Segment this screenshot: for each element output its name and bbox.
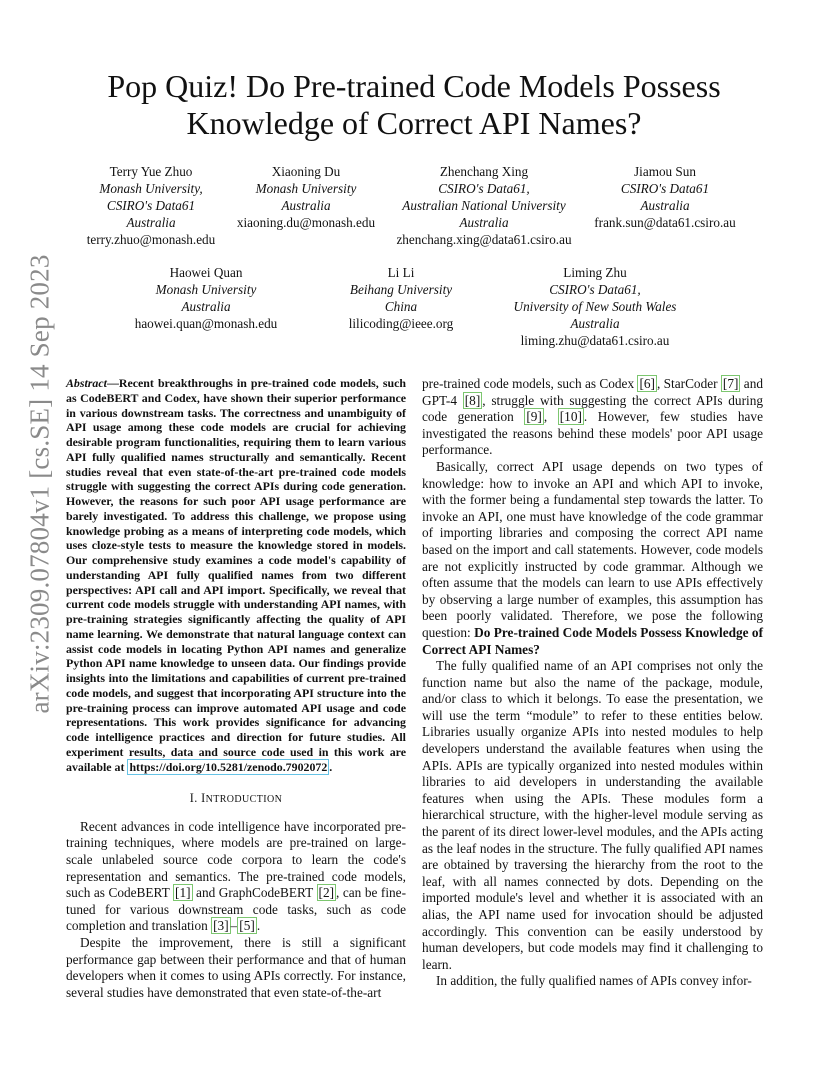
author-affiliation: University of New South Wales: [513, 299, 677, 314]
author-affiliation: Australian National University: [402, 198, 566, 213]
author-name: Li Li: [387, 265, 415, 280]
author-affiliation: Australia: [281, 198, 331, 213]
author-block: [514, 264, 677, 349]
paragraph: Basically, correct API usage depends on two types of knowledge: how to invoke an API and which API to invoke, with the former being a fundamental step towards the latter. To invoke an API, one must have knowledge of the code grammar of importing libraries and composing the correct API name based on the import and call statements. However, code models are not explicitly instructed by code grammar. Although we often assume that the models can learn to use APIs effectively by observing a large number of examples, this assumption has been poorly validated. Therefore, we pose the following question: Do Pre-trained Code Models Possess Knowledge of Correct API Names?: [422, 458, 763, 657]
author-name: Xiaoning Du: [271, 164, 341, 179]
citation-link[interactable]: [8]: [464, 392, 481, 408]
citation-link[interactable]: [5]: [239, 918, 255, 934]
author-affiliation: Australia: [640, 198, 690, 213]
paragraph: pre-trained code models, such as Codex [6] , StarCoder [7] and GPT-4 [8] , struggle with suggesting the correct APIs during code generation [9] , [10] . However, few studies have investigated the reasons behind these models' poor API usage performance.: [422, 376, 763, 458]
author-block: [237, 163, 375, 231]
right-column: [422, 376, 763, 990]
citation-link[interactable]: [10]: [559, 409, 582, 425]
paragraph: Recent advances in code intelligence have incorporated pre-training techniques, where models are pre-trained on large-scale unlabeled source code corpora to learn the code's representation and semantics. The pre-trained code models, such as CodeBERT [1] and GraphCodeBERT [2] , can be fine-tuned for various downstream code tasks, such as code completion and translation [3] – [5] .: [66, 818, 406, 934]
author-email: xiaoning.du@monash.edu: [236, 215, 376, 230]
citation-link[interactable]: [9]: [526, 409, 542, 425]
author-name: Zhenchang Xing: [439, 164, 529, 179]
author-email: terry.zhuo@monash.edu: [86, 232, 216, 247]
author-affiliation: Australia: [570, 316, 620, 331]
author-affiliation: Monash University: [255, 181, 357, 196]
author-email: frank.sun@data61.csiro.au: [594, 215, 736, 230]
doi-link[interactable]: https://doi.org/10.5281/zenodo.7902072: [129, 759, 328, 774]
abstract-text: —Recent breakthroughs in pre-trained code models, such as CodeBERT and Codex, have shown their superior performance in various downstream tasks. The correctness and unambiguity of API usage among these code models are crucial for achieving desirable program functionalities, requiring them to learn various API fully qualified names structurally and semantically. Recent studies reveal that even state-of-the-art pre-trained code models struggle with suggesting the correct APIs during code generation. However, the reasons for such poor API usage performance are barely investigated. To address this challenge, we propose using knowledge probing as a means of interpreting code models, which uses cloze-style tests to measure the knowledge stored in models. Our comprehensive study examines a code model's capability of understanding API fully qualified names from two different perspectives: API call and API import. Specifically, we reveal that current code models struggle with understanding API names, with pre-training strategies significantly affecting the quality of API name learning. We demonstrate that natural language context can assist code models in locating Python API names and generalize Python API name knowledge to unseen data. Our findings provide insights into the limitations and capabilities of current pre-trained code models, and suggest that incorporating API structure into the pre-training process can improve automated API usage and code representations. This work provides significance for advancing code intelligence practices and direction for future studies. All experiment results, data and source code used in this work are available at: [66, 376, 406, 774]
author-email: zhenchang.xing@data61.csiro.au: [396, 232, 572, 247]
author-affiliation: Australia: [181, 299, 231, 314]
citation-link[interactable]: [6]: [639, 376, 655, 391]
author-affiliation: Beihang University: [349, 282, 453, 297]
author-name: Haowei Quan: [169, 265, 243, 280]
abstract: Abstract—Recent breakthroughs in pre-trained code models, such as CodeBERT and Codex, have shown their superior performance in various downstream tasks. The correctness and unambiguity of API usage among these code models are crucial for achieving desirable program functionalities, requiring them to learn various API fully qualified names structurally and semantically. Recent studies reveal that even state-of-the-art pre-trained code models struggle with suggesting the correct APIs during code generation. However, the reasons for such poor API usage performance are barely investigated. To address this challenge, we propose using knowledge probing as a means of interpreting code models, which uses cloze-style tests to measure the knowledge stored in models. Our comprehensive study examines a code model's capability of understanding API fully qualified names from two different perspectives: API call and API import. Specifically, we reveal that current code models struggle with understanding API names, with pre-training strategies significantly affecting the quality of API name learning. We demonstrate that natural language context can assist code models in locating Python API names and generalize Python API name knowledge to unseen data. Our findings provide insights into the limitations and capabilities of current pre-trained code models, and suggest that incorporating API structure into the pre-training process can improve automated API usage and code representations. This work provides significance for advancing code intelligence practices and direction for future studies. All experiment results, data and source code used in this work are available at https://doi.org/10.5281/zenodo.7902072 .: [66, 376, 406, 774]
author-email: liming.zhu@data61.csiro.au: [520, 333, 670, 348]
author-block: [396, 163, 571, 248]
author-block: [594, 163, 735, 231]
author-affiliation: Australia: [126, 215, 176, 230]
author-name: Liming Zhu: [563, 265, 627, 280]
author-name: Jiamou Sun: [634, 164, 696, 179]
author-affiliation: Australia: [459, 215, 509, 230]
author-email: lilicoding@ieee.org: [348, 316, 454, 331]
paragraph: Despite the improvement, there is still a significant performance gap between their performance and that of human developers when it comes to using APIs correctly. For instance, several studies have demonstrated that even state-of-the-art: [66, 935, 406, 1000]
author-block: [87, 163, 215, 248]
author-affiliation: CSIRO's Data61,: [438, 181, 530, 196]
citation-link[interactable]: [7]: [722, 376, 739, 391]
author-affiliation: Monash University,: [99, 181, 203, 196]
author-name: Terry Yue Zhuo: [109, 164, 193, 179]
author-block: [349, 264, 454, 332]
arxiv-stamp-text: arXiv:2309.07804v1 [cs.SE] 14 Sep 2023: [24, 254, 55, 714]
citation-link[interactable]: [2]: [318, 885, 335, 901]
author-affiliation: China: [384, 299, 418, 314]
citation-link[interactable]: [3]: [213, 918, 229, 934]
arxiv-stamp: [22, 254, 58, 714]
author-affiliation: CSIRO's Data61: [106, 198, 196, 213]
author-email: haowei.quan@monash.edu: [134, 316, 278, 331]
section-heading: I. INTRODUCTION: [189, 791, 283, 806]
author-affiliation: CSIRO's Data61,: [549, 282, 641, 297]
paper-title: Pop Quiz! Do Pre-trained Code Models Possess Knowledge of Correct API Names?: [107, 68, 721, 141]
author-block: [135, 264, 278, 332]
author-affiliation: CSIRO's Data61: [620, 181, 710, 196]
left-column: [66, 376, 406, 1001]
paragraph: In addition, the fully qualified names of APIs convey infor-: [436, 973, 752, 989]
citation-link[interactable]: [1]: [175, 885, 191, 901]
paragraph: The fully qualified name of an API comprises not only the function name but also the name of the package, module, and/or class to which it belongs. To ease the presentation, we will use the term “module” to refer to these entities below. Libraries usually organize APIs into nested modules to help developers understand the available features when using the APIs. APIs are typically organized into nested modules within libraries to aid developers in understanding the available features when using the APIs. These modules form a hierarchical structure, with the higher-level module serving as the parent of its direct lower-level modules, and the APIs acting as the leaf nodes in the structure. The fully qualified API names are obtained by traversing the hierarchy from the root to the leaf, with all names connected by dots. Depending on the imported module's level and whether it is associated with an alias, the API name used for invocation should be adjusted accordingly. This convention can be easily understood by human developers, but code models may find it challenging to learn.: [422, 658, 763, 972]
abstract-label: Abstract: [66, 376, 107, 390]
research-question: Do Pre-trained Code Models Possess Knowledge of Correct API Names?: [422, 624, 763, 657]
author-affiliation: Monash University: [155, 282, 257, 297]
